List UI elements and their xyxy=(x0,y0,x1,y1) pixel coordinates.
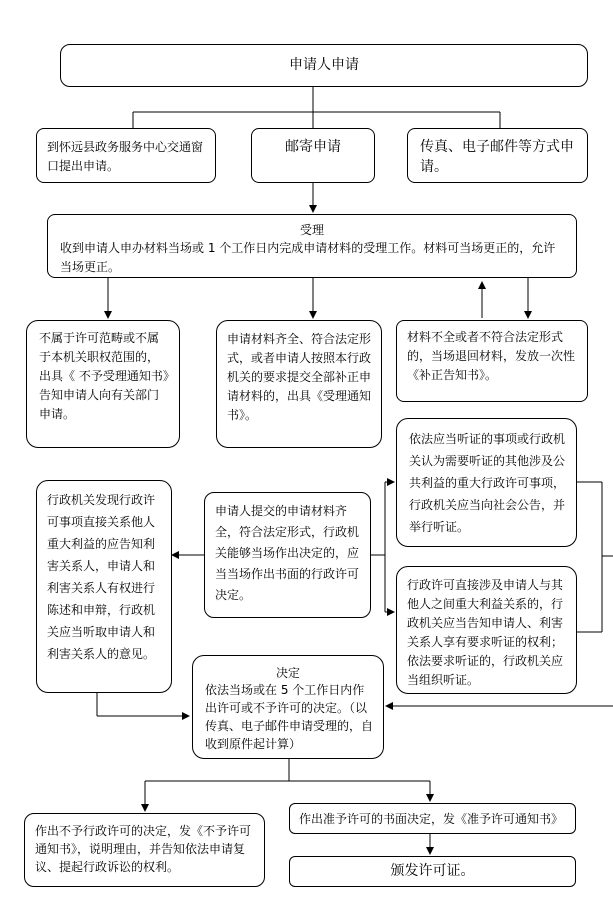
applicant-apply-label: 申请人申请 xyxy=(289,57,359,73)
decision-title: 决定 xyxy=(275,666,300,680)
applicant-apply-node xyxy=(60,44,588,87)
decision-node xyxy=(192,655,384,759)
acceptance-title: 受理 xyxy=(299,223,324,237)
not-in-scope-node xyxy=(26,320,180,448)
decision-body: 依法当场或在 5 个工作日内作出许可或不予许可的决定。（以传真、电子邮件申请受理的，自收到原件起计算） xyxy=(205,683,374,751)
stakeholder-notice-label: 行政机关发现行政许可事项直接关系他人重大利益的应告知利害关系人，申请人和利害关系人有权进行陈述和申辩，行政机关应当听取申请人和利害关系人的意见。 xyxy=(47,493,156,661)
not-in-scope-label: 不属于许可范畴或不属于本机关职权范围的，出具《 不予受理通知书》告知申请人向有关部门申请。 xyxy=(39,331,169,421)
issue-license-node xyxy=(289,856,576,887)
deny-license-label: 作出不予行政许可的决定，发《不予许可通知书》，说明理由，并告知依法申请复议、提起行政诉讼的权利。 xyxy=(35,824,252,874)
channel-walk-in-label: 到怀远县政务服务中心交通窗口提出申请。 xyxy=(47,140,204,173)
materials-complete-node xyxy=(216,320,382,448)
channel-fax-email-node xyxy=(407,128,588,183)
acceptance-body: 收到申请人申办材料当场或 1 个工作日内完成申请材料的受理工作。材料可当场更正的，允许当场更正。 xyxy=(60,241,556,274)
public-hearing-label: 依法应当听证的事项或行政机关认为需要听证的其他涉及公共利益的重大行政许可事项，行政机关应当向社会公告，并举行听证。 xyxy=(409,432,566,534)
grant-license-label: 作出准予许可的书面决定，发《准予许可通知书》 xyxy=(299,812,564,826)
stakeholder-notice-node xyxy=(36,480,172,693)
hearing-request-node xyxy=(396,566,577,694)
acceptance-node xyxy=(47,214,577,278)
channel-mail-node xyxy=(251,128,375,183)
channel-mail-label: 邮寄申请 xyxy=(285,139,341,155)
materials-complete-label: 申请材料齐全、符合法定形式，或者申请人按照本行政机关的要求提交全部补正申请材料的，出具《受理通知书》。 xyxy=(227,332,372,422)
public-hearing-node xyxy=(396,418,577,547)
deny-license-node xyxy=(24,813,265,887)
grant-license-node xyxy=(289,803,576,834)
materials-incomplete-node xyxy=(396,320,588,402)
materials-incomplete-label: 材料不全或者不符合法定形式的，当场退回材料，发放一次性《补正告知书》。 xyxy=(407,330,576,382)
hearing-request-label: 行政许可直接涉及申请人与其他人之间重大利益关系的，行政机关应当告知申请人、利害关系人享有要求听证的权利；依法要求听证的，行政机关应当组织听证。 xyxy=(407,578,564,687)
channel-walk-in-node xyxy=(36,128,216,183)
on-site-decision-node xyxy=(204,492,371,618)
channel-fax-email-label: 传真、电子邮件等方式申请。 xyxy=(420,139,574,175)
on-site-decision-label: 申请人提交的申请材料齐全，符合法定形式，行政机关能够当场作出决定的，应当当场作出书面的行政许可决定。 xyxy=(215,504,360,602)
issue-license-label: 颁发许可证。 xyxy=(390,863,475,879)
